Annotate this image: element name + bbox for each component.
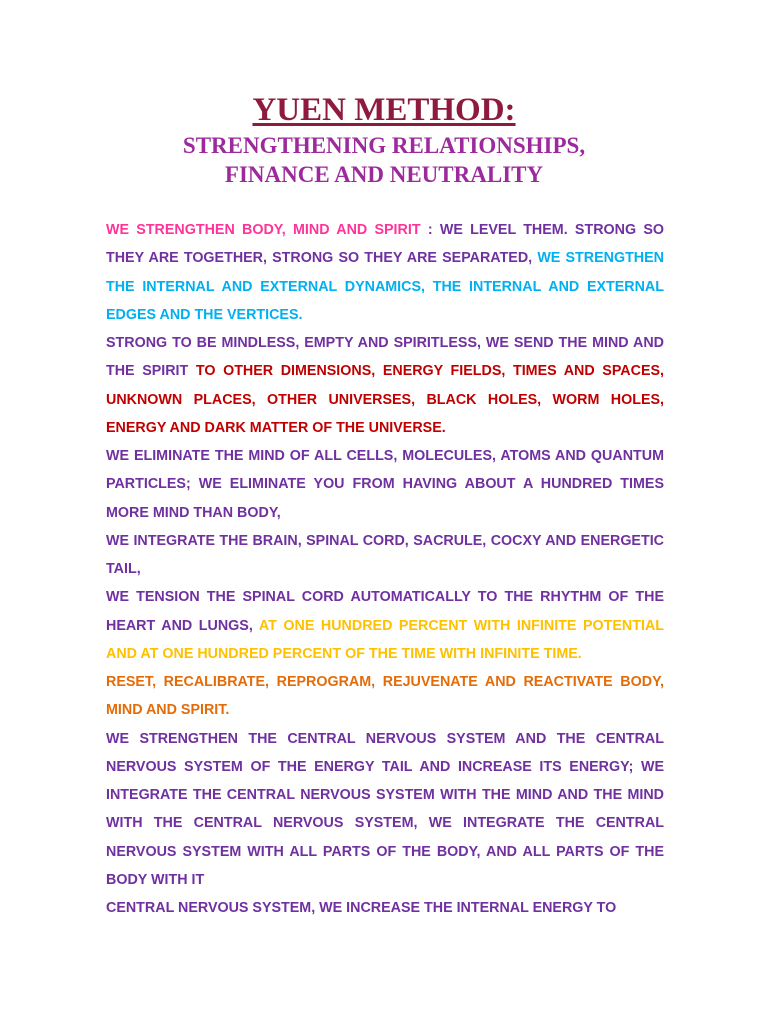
paragraph bbox=[106, 583, 664, 668]
subtitle-line-2: FINANCE AND NEUTRALITY bbox=[224, 162, 544, 187]
paragraph bbox=[106, 894, 664, 922]
text-segment: RESET, RECALIBRATE, REPROGRAM, REJUVENATE AND REACTIVATE BODY, MIND AND SPIRIT. bbox=[106, 674, 664, 719]
text-segment: WE STRENGTHEN THE CENTRAL NERVOUS SYSTEM AND THE CENTRAL NERVOUS SYSTEM OF THE ENERGY TAIL AND INCREASE ITS ENERGY; WE INTEGRATE THE CENTRAL NERVOUS SYSTEM WITH THE MIND AND THE MIND WITH THE CENTRAL NERVOUS SYSTEM, WE INTEGRATE THE CENTRAL NERVOUS SYSTEM WITH ALL PARTS OF THE BODY, AND ALL PARTS OF THE BODY WITH IT bbox=[106, 730, 664, 888]
text-segment: WE INTEGRATE THE BRAIN, SPINAL CORD, SACRULE, COCXY AND ENERGETIC TAIL, bbox=[106, 532, 664, 577]
text-segment: WE ELIMINATE THE MIND OF ALL CELLS, MOLECULES, ATOMS AND QUANTUM PARTICLES; WE ELIMINATE YOU FROM HAVING ABOUT A HUNDRED TIMES MORE MIND THAN BODY, bbox=[106, 448, 664, 521]
page-title: YUEN METHOD: bbox=[252, 92, 516, 128]
paragraph bbox=[106, 668, 664, 725]
paragraph bbox=[106, 216, 664, 329]
text-segment: STRONG TO BE MINDLESS, EMPTY AND SPIRITLESS, WE SEND THE MIND AND THE SPIRIT bbox=[106, 335, 664, 380]
paragraph bbox=[106, 527, 664, 584]
paragraph bbox=[106, 329, 664, 442]
body-text bbox=[106, 216, 664, 922]
text-segment: TO OTHER DIMENSIONS, ENERGY FIELDS, TIMES AND SPACES, UNKNOWN PLACES, OTHER UNIVERSES, BLACK HOLES, WORM HOLES, ENERGY AND DARK MATTER OF THE UNIVERSE. bbox=[106, 363, 664, 436]
paragraph bbox=[106, 442, 664, 527]
subtitle-line-1: STRENGTHENING RELATIONSHIPS, bbox=[182, 133, 586, 158]
text-segment: WE STRENGTHEN BODY, MIND AND SPIRIT bbox=[106, 222, 428, 238]
paragraph bbox=[106, 725, 664, 895]
text-segment: WE STRENGTHEN THE INTERNAL AND EXTERNAL DYNAMICS, THE INTERNAL AND EXTERNAL EDGES AND THE VERTICES. bbox=[106, 250, 664, 323]
text-segment: AT ONE HUNDRED PERCENT WITH INFINITE POTENTIAL AND AT ONE HUNDRED PERCENT OF THE TIME WITH INFINITE TIME. bbox=[106, 617, 665, 662]
text-segment: WE TENSION THE SPINAL CORD AUTOMATICALLY TO THE RHYTHM OF THE HEART AND LUNGS, bbox=[106, 589, 664, 634]
text-segment: CENTRAL NERVOUS SYSTEM, WE INCREASE THE INTERNAL ENERGY TO bbox=[106, 900, 617, 916]
text-segment: : WE LEVEL THEM. STRONG SO THEY ARE TOGETHER, STRONG SO THEY ARE SEPARATED, bbox=[106, 222, 664, 267]
